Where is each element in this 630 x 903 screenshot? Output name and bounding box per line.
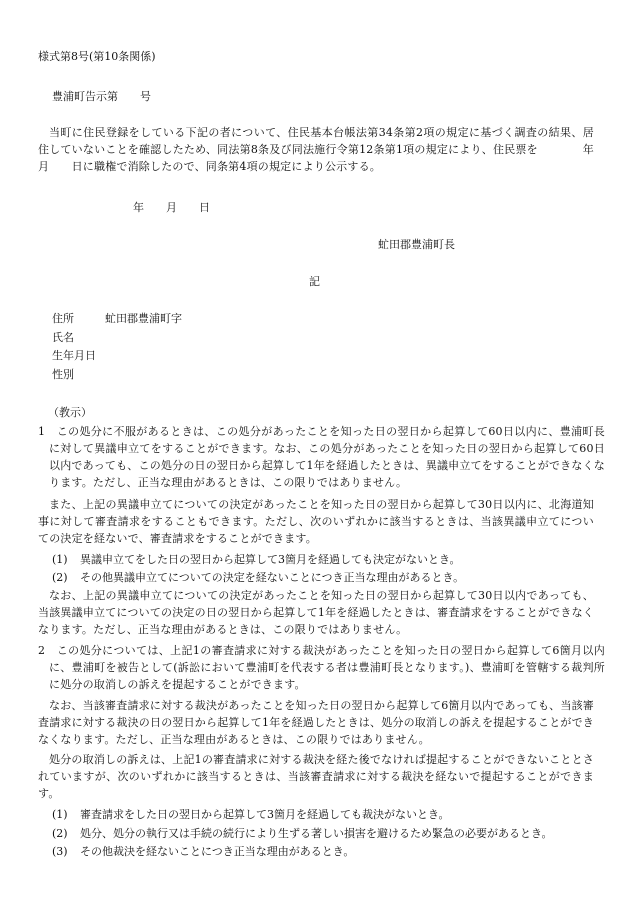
field-label: 氏名: [52, 331, 74, 344]
field-sex: [52, 366, 105, 383]
ki-heading: 記: [309, 275, 320, 288]
list-item: [52, 806, 592, 823]
list-item-number: (3): [52, 845, 68, 858]
list-item: [52, 569, 592, 586]
list-item: [52, 843, 592, 860]
list-item-number: (2): [52, 827, 68, 840]
list-item-text: 処分、処分の執行又は手続の続行により生ずる著しい損害を避けるため緊急の必要があるとき。: [80, 827, 553, 840]
list-item-text: その他裁決を経ないことにつき正当な理由があるとき。: [80, 845, 355, 858]
field-label: 住所: [52, 312, 74, 325]
instruction-paragraph-1c: なお、上記の異議申立てについての決定があったことを知った日の翌日から起算して30日以内であっても、当該異議申立てについての決定の日の翌日から起算して1年を経過したときは、審査請求をすることができなくなります。ただし、正当な理由があるときは、この限りではありません。: [38, 589, 594, 636]
instruction-heading: （教示）: [48, 406, 92, 419]
instruction-paragraph-1b: また、上記の異議申立てについての決定があったことを知った日の翌日から起算して30日以内に、北海道知事に対して審査請求をすることもできます。ただし、次のいずれかに該当するときは、当該異議申立てについての決定を経ないで、審査請求をすることができます。: [38, 498, 594, 545]
field-address: [52, 310, 182, 327]
field-value: 虻田郡豊浦町字: [105, 312, 182, 325]
list-item-text: 審査請求をした日の翌日から起算して3箇月を経過しても裁決がないとき。: [80, 808, 450, 821]
issuer-name: 虻田郡豊浦町長: [378, 238, 455, 251]
instruction-paragraph-1: 1 この処分に不服があるときは、この処分があったことを知った日の翌日から起算して60日以内に、豊浦町長に対して異議申立てをすることができます。なお、この処分があったことを知った日の翌日から起算して60日以内であっても、この処分の日の翌日から起算して1年を経過したときは、異議申立てをすることができなくなります。ただし、正当な理由があるときは、この限りではありません。: [38, 425, 605, 489]
intro-paragraph: 当町に住民登録をしている下記の者について、住民基本台帳法第34条第2項の規定に基づく調査の結果、居住していないことを確認したため、同法第8条及び同法施行令第12条第1項の規定により、住民票を 年 月 日に職権で消除したので、同条第4項の規定により公示する。: [38, 126, 617, 173]
list-item-number: (1): [52, 808, 68, 821]
instruction-paragraph-2: 2 この処分については、上記1の審査請求に対する裁決があったことを知った日の翌日から起算して6箇月以内に、豊浦町を被告として(訴訟において豊浦町を代表する者は豊浦町長となります。)、豊浦町を管轄する裁判所に処分の取消しの訴えを提起することができます。: [38, 644, 605, 691]
field-name: [52, 329, 105, 346]
field-label: 生年月日: [52, 349, 96, 362]
list-item-text: その他異議申立てについての決定を経ないことにつき正当な理由があるとき。: [80, 571, 465, 584]
list-item-text: 異議申立てをした日の翌日から起算して3箇月を経過しても決定がないとき。: [80, 553, 461, 566]
field-birthdate: [52, 347, 105, 364]
list-item: [52, 825, 592, 842]
instruction-paragraph-2c: 処分の取消しの訴えは、上記1の審査請求に対する裁決を経た後でなければ提起することができないこととされていますが、次のいずれかに該当するときは、当該審査請求に対する裁決を経ないで提起することができます。: [38, 753, 594, 800]
list-item-number: (1): [52, 553, 68, 566]
form-number: 様式第8号(第10条関係): [38, 50, 156, 63]
notice-number: 豊浦町告示第 号: [52, 90, 151, 103]
list-item-number: (2): [52, 571, 68, 584]
list-item: [52, 551, 592, 568]
date-line: 年 月 日: [133, 201, 210, 214]
instruction-paragraph-2b: なお、当該審査請求に対する裁決があったことを知った日の翌日から起算して6箇月以内であっても、当該審査請求に対する裁決の日の翌日から起算して1年を経過したときは、処分の取消しの訴えを提起することができなくなります。ただし、正当な理由があるときは、この限りではありません。: [38, 699, 594, 746]
field-label: 性別: [52, 368, 74, 381]
